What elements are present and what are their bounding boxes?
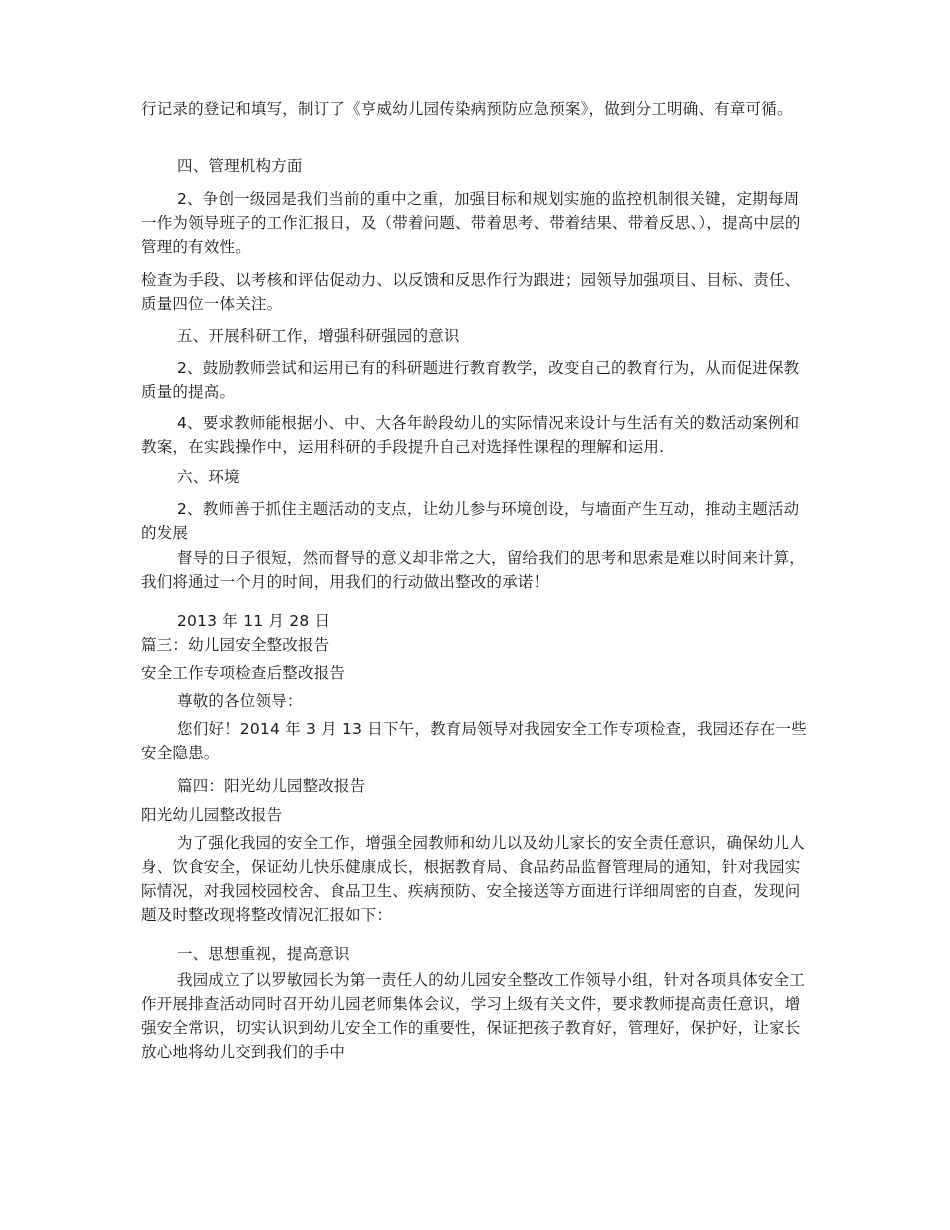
section-three-title: 篇三：幼儿园安全整改报告 [141,636,330,654]
heading-thought: 一、思想重视，提高意识 [177,945,350,963]
paragraph-environment: 2、教师善于抓住主题活动的支点，让幼儿参与环境创设，与墙面产生互动，推动主题活动的发展 [141,500,800,542]
salutation: 尊敬的各位领导： [177,692,303,710]
paragraph-supervision: 督导的日子很短，然而督导的意义却非常之大，留给我们的思考和思索是难以时间来计算，我们将通过一个月的时间，用我们的行动做出整改的承诺！ [141,549,806,591]
paragraph-research-requirements: 4、要求教师能根据小、中、大各年龄段幼儿的实际情况来设计与生活有关的数活动案例和教案，在实践操作中，运用科研的手段提升自己对选择性课程的理解和运用. [141,414,800,456]
heading-environment: 六、环境 [177,468,240,486]
paragraph-first-class: 2、争创一级园是我们当前的重中之重，加强目标和规划实施的监控机制很关键，定期每周一作为领导班子的工作汇报日，及（带着问题、带着思考、带着结果、带着反思、），提高中层的管理的有效性。 [141,190,801,256]
date-line: 2013 年 11 月 28 日 [177,612,331,630]
paragraph-greeting: 您们好！2014 年 3 月 13 日下午，教育局领导对我园安全工作专项检查，我园还存在一些安全隐患。 [141,720,807,762]
heading-management: 四、管理机构方面 [177,157,303,175]
paragraph-strengthen-safety: 为了强化我园的安全工作，增强全园教师和幼儿以及幼儿家长的安全责任意识，确保幼儿人身、饮食安全，保证幼儿快乐健康成长，根据教育局、食品药品监督管理局的通知，针对我园实际情况，对我园校园校舍、食品卫生、疾病预防、安全接送等方面进行详细周密的自查，发现问题及时整改现将整改情况汇报如下： [141,834,806,924]
paragraph-leadership-group: 我园成立了以罗敏园长为第一责任人的幼儿园安全整改工作领导小组，针对各项具体安全工作开展排查活动同时召开幼儿园老师集体会议，学习上级有关文件，要求教师提高责任意识，增强安全常识，切实认识到幼儿安全工作的重要性，保证把孩子教育好，管理好，保护好，让家长放心地将幼儿交到我们的手中 [141,971,806,1061]
paragraph-inspection: 检查为手段、以考核和评估促动力、以反馈和反思作行为跟进；园领导加强项目、目标、责任、质量四位一体关注。 [141,271,801,313]
section-four-title: 篇四：阳光幼儿园整改报告 [177,777,366,795]
heading-research: 五、开展科研工作，增强科研强园的意识 [177,327,460,345]
report-title-sunshine: 阳光幼儿园整改报告 [141,806,283,824]
paragraph-research-encourage: 2、鼓励教师尝试和运用已有的科研题进行教育教学，改变自己的教育行为，从而促进保教质量的提高。 [141,359,800,401]
report-title-safety: 安全工作专项检查后整改报告 [141,664,346,682]
paragraph-infection-plan: 行记录的登记和填写，制订了《亨威幼儿园传染病预防应急预案》，做到分工明确、有章可循。 [141,100,793,118]
